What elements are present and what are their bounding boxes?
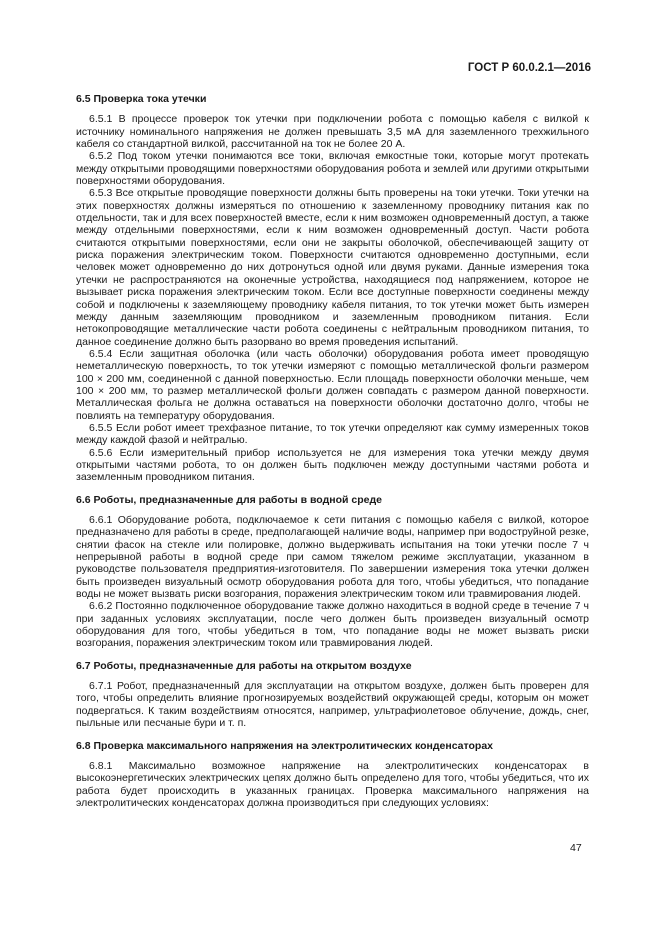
- section-heading: 6.6 Роботы, предназначенные для работы в водной среде: [76, 493, 382, 506]
- paragraph: 6.6.2 Постоянно подключенное оборудование также должно находиться в водной среде в течение 7 ч при заданных условиях эксплуатации, после чего должен быть произведен визуальный осмотр оборудования для того, чтобы убедиться в том, что попадание воды не может вызвать риски возгорания, поражения электрическим током или травмирования людей.: [76, 600, 589, 650]
- section-heading: 6.7 Роботы, предназначенные для работы на открытом воздухе: [76, 659, 412, 672]
- paragraph: 6.7.1 Робот, предназначенный для эксплуатации на открытом воздухе, должен быть проверен для того, чтобы определить влияние прогнозируемых воздействий окружающей среды, которым он может подвергаться. К таким воздействиям относятся, например, ультрафиолетовое облучение, дождь, снег, пыльные или песчаные бури и т. п.: [76, 680, 589, 730]
- section-6-5: [76, 93, 589, 484]
- paragraph: 6.5.5 Если робот имеет трехфазное питание, то ток утечки определяют как сумму измеренных токов между каждой фазой и нейтралью.: [76, 421, 589, 447]
- page-number: 47: [570, 842, 582, 854]
- paragraph: 6.5.2 Под током утечки понимаются все токи, включая емкостные токи, которые могут протекать между открытыми проводящими поверхностями оборудования робота и землей или другими открытыми поверхностями оборудования.: [76, 150, 589, 188]
- section-heading: 6.8 Проверка максимального напряжения на электролитических конденсаторах: [76, 739, 494, 752]
- paragraph: 6.6.1 Оборудование робота, подключаемое к сети питания с помощью кабеля с вилкой, которое предназначено для работы в среде, предполагающей наличие воды, например при водоструйной резке, снятии фасок на стекле или полировке, должно выдерживать испытания на токи утечки после 7 ч непрерывной работы в водной среде при самом тяжелом режиме эксплуатации, указанном в руководстве пользователя предприятия-изготовителя. По завершении измерения тока утечки должен быть произведен визуальный осмотр оборудования робота для того, чтобы убедиться, что попадание воды не может вызвать риски возгорания, поражения электрическим током или травмирования людей.: [76, 514, 589, 601]
- section-6-7: [76, 660, 589, 730]
- paragraph: 6.5.1 В процессе проверок ток утечки при подключении робота с помощью кабеля с вилкой к источнику номинального напряжения не должен превышать 3,5 мА для заземленного трехжильного кабеля со стандартной вилкой, рассчитанной на ток не более 20 А.: [76, 113, 589, 151]
- section-6-8: [76, 740, 589, 810]
- paragraph: 6.5.4 Если защитная оболочка (или часть оболочки) оборудования робота имеет проводящую неметаллическую поверхность, то ток утечки измеряют с помощью металлической фольги размером 100 × 200 мм, соединенной с данной поверхностью. Если площадь поверхности оболочки меньше, чем 100 × 200 мм, то размер металлической фольги должен совпадать с размером данной поверхности. Металлическая фольга не должна оставаться на поверхности оболочки достаточно долго, чтобы не повлиять на температуру оборудования.: [76, 347, 589, 422]
- paragraph: 6.5.3 Все открытые проводящие поверхности должны быть проверены на токи утечки. Токи утечки на этих поверхностях должны измеряться по отношению к заземленному проводнику питания как по отдельности, так и для всех поверхностей вместе, если к ним возможен одновременный доступ, а также между отдельными поверхностями, если к ним возможен одновременный доступ. Части робота считаются открытыми поверхностями, если они не закрыты оболочкой, обеспечивающей защиту от риска поражения электрическим током. Поверхности считаются одновременно доступными, если человек может одновременно до них дотронуться одной или двумя руками. Данные измерения тока утечки не распространяются на оконечные устройства, находящиеся под напряжением, которое не вызывает риска поражения электрическим током. Если все доступные поверхности соединены между собой и подключены к заземляющему проводнику кабеля питания, то ток утечки может быть измерен между данным заземляющим проводником и заземленным проводником питания. Если нетокопроводящие металлические части робота соединены с нейтральным проводником питания, то данное соединение должно быть разорвано во время проведения испытаний.: [76, 187, 589, 348]
- page-content: [76, 93, 589, 819]
- section-6-6: [76, 494, 589, 650]
- section-heading: 6.5 Проверка тока утечки: [76, 93, 207, 105]
- paragraph: 6.8.1 Максимально возможное напряжение на электролитических конденсаторах в высокоэнергетических электрических цепях должно быть определено для того, чтобы убедиться, что их работа будет происходить в указанных границах. Проверка максимального напряжения на электролитических конденсаторах должна производиться при следующих условиях:: [76, 759, 589, 809]
- document-code: ГОСТ Р 60.0.2.1—2016: [467, 62, 591, 74]
- paragraph: 6.5.6 Если измерительный прибор используется не для измерения тока утечки между двумя открытыми частями робота, то он должен быть подключен между доступными частями робота и заземленным проводником питания.: [76, 446, 589, 484]
